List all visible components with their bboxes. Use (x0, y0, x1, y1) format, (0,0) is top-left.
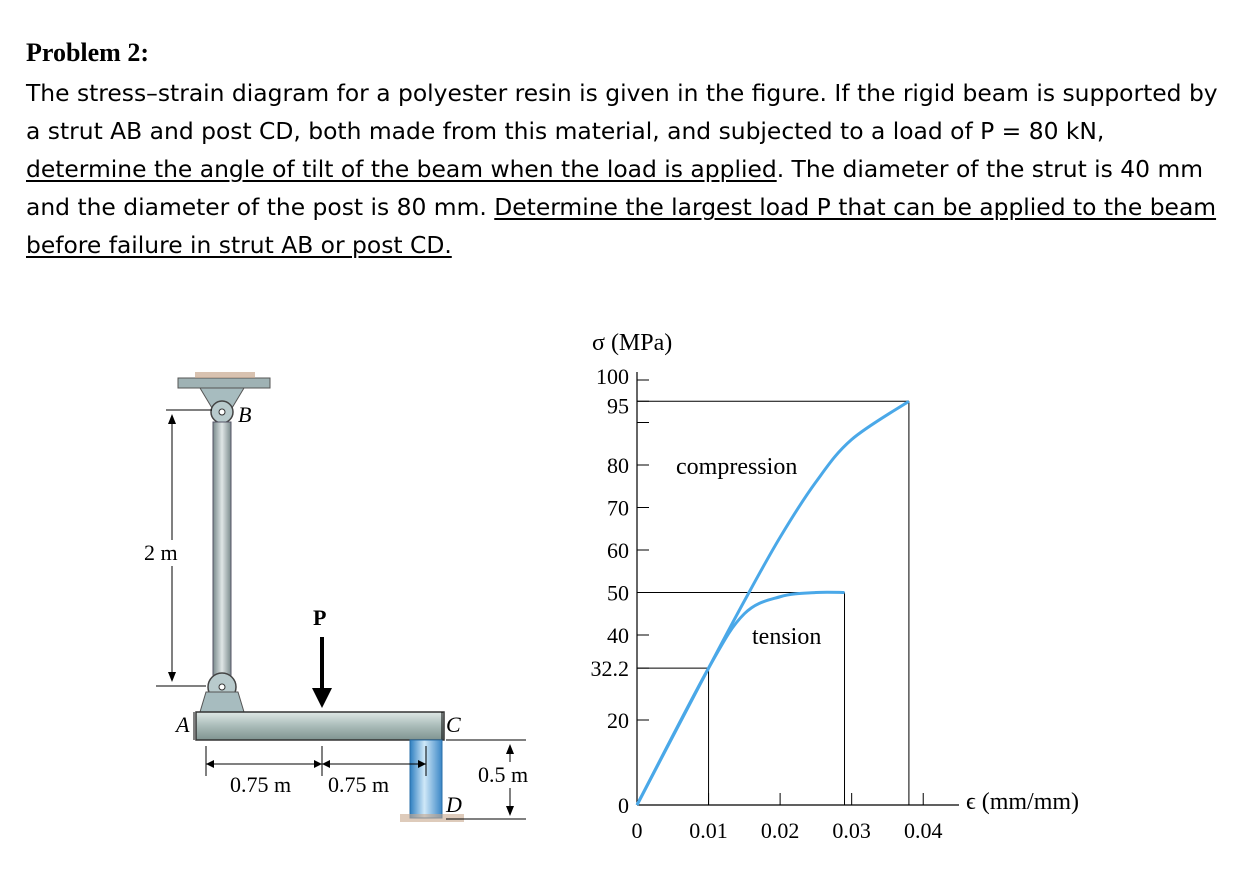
problem-question-2: Determine the largest load P that can be applied to the beam before failure in strut AB or post CD. (26, 193, 1217, 259)
y-tick-label: 70 (607, 495, 629, 521)
dim-label-span-2: 0.75 m (328, 772, 390, 797)
x-axis-title: ϵ (mm/mm) (966, 789, 1080, 815)
problem-figure (0, 300, 1254, 876)
x-tick-label: 0.03 (832, 818, 871, 843)
y-tick-label: 50 (607, 580, 629, 606)
label-B: B (238, 402, 252, 427)
series-label-tension: tension (752, 624, 822, 650)
x-tick-label: 0.04 (903, 818, 943, 843)
label-D: D (446, 792, 462, 817)
y-tick-label: 100 (596, 364, 629, 389)
dim-label-span-1: 0.75 m (230, 772, 292, 797)
series-label-compression: compression (676, 454, 798, 480)
y-tick-label: 32.2 (590, 656, 629, 682)
structure-diagram (140, 372, 536, 822)
stress-strain-chart (591, 330, 1080, 843)
y-axis-title: σ (MPa) (592, 330, 673, 356)
problem-text-part-3: . The diameter of the strut is 40 mm and the diameter of the post is 80 mm. (26, 155, 1204, 221)
dim-label-post: 0.5 m (478, 762, 529, 787)
y-tick-label: 95 (607, 393, 629, 419)
y-tick-label: 60 (607, 538, 629, 563)
label-A: A (176, 712, 190, 737)
lower-bracket (200, 692, 244, 712)
ceiling-hatch (195, 372, 255, 378)
problem-text-part-1: The stress–strain diagram for a polyester resin is given in the figure. If the rigid beam is supported by a strut AB and post CD, both made from this material, and subjected to a load of P = 80 kN, (26, 79, 1218, 145)
y-tick-label: 80 (607, 453, 629, 478)
x-tick-label: 0.02 (760, 818, 800, 843)
label-P: P (313, 605, 327, 630)
x-tick-label: 0.01 (689, 818, 728, 843)
y-tick-label: 20 (607, 708, 629, 733)
problem-heading: Problem 2: (26, 38, 149, 67)
y-tick-label: 0 (618, 793, 629, 818)
problem-statement (26, 74, 1226, 264)
x-tick-label: 0 (631, 818, 643, 843)
label-C: C (446, 712, 461, 737)
ceiling-plate (178, 378, 270, 388)
strut-AB (213, 422, 231, 684)
dim-label-2m: 2 m (144, 540, 178, 565)
rigid-beam (196, 712, 444, 740)
y-tick-label: 40 (607, 623, 629, 648)
problem-question-1: determine the angle of tilt of the beam when the load is applied (26, 155, 777, 183)
